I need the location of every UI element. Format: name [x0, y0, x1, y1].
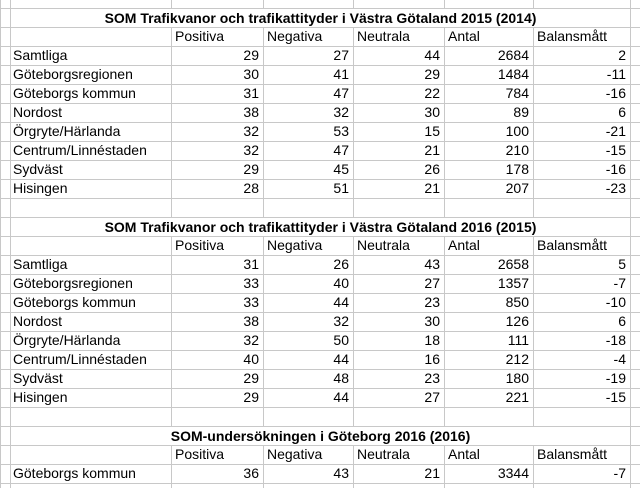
row-label[interactable]: Hisingen	[13, 180, 68, 196]
cell-neutrala[interactable]: 18	[424, 332, 440, 348]
cell-negativa[interactable]: 51	[333, 180, 349, 196]
cell-neutrala[interactable]: 23	[424, 294, 440, 310]
cell-negativa[interactable]: 43	[333, 465, 349, 481]
table-row	[0, 388, 640, 407]
cell-balansmatt[interactable]: -4	[613, 351, 626, 367]
cell-neutrala[interactable]: 44	[424, 47, 440, 63]
cell-negativa[interactable]: 44	[333, 351, 349, 367]
table-row	[0, 46, 640, 65]
column-header-negativa[interactable]: Negativa	[267, 28, 323, 44]
table-row	[0, 274, 640, 293]
row-label[interactable]: Centrum/Linnéstaden	[13, 142, 147, 158]
table-row	[0, 331, 640, 350]
cell-positiva[interactable]: 29	[243, 47, 259, 63]
cell-neutrala[interactable]: 21	[424, 465, 440, 481]
column-header-neutrala[interactable]: Neutrala	[357, 237, 410, 253]
cell-antal[interactable]: 89	[513, 104, 529, 120]
cell-positiva[interactable]: 31	[243, 256, 259, 272]
table-row	[0, 179, 640, 198]
cell-neutrala[interactable]: 21	[424, 180, 440, 196]
cell-positiva[interactable]: 32	[243, 142, 259, 158]
cell-positiva[interactable]: 36	[243, 465, 259, 481]
header-row	[0, 27, 640, 46]
column-header-neutrala[interactable]: Neutrala	[357, 28, 410, 44]
table-title[interactable]: SOM Trafikvanor och trafikattityder i Västra Götaland 2016 (2015)	[11, 218, 630, 236]
row-label[interactable]: Hisingen	[13, 389, 68, 405]
table-row	[0, 141, 640, 160]
cell-neutrala[interactable]: 23	[424, 370, 440, 386]
cell-antal[interactable]: 3344	[497, 465, 529, 481]
cell-neutrala[interactable]: 29	[424, 66, 440, 82]
cell-antal[interactable]: 111	[507, 332, 529, 348]
cell-balansmatt[interactable]: -10	[605, 294, 626, 310]
row-label[interactable]: Göteborgs kommun	[13, 465, 136, 481]
row-label[interactable]: Samtliga	[13, 47, 68, 63]
column-header-antal[interactable]: Antal	[448, 446, 480, 462]
row-label[interactable]: Göteborgs kommun	[13, 85, 136, 101]
table-row	[0, 369, 640, 388]
cell-neutrala[interactable]: 21	[424, 142, 440, 158]
table-row	[0, 84, 640, 103]
row-label[interactable]: Sydväst	[13, 370, 63, 386]
cell-neutrala[interactable]: 27	[424, 275, 440, 291]
cell-neutrala[interactable]: 30	[424, 104, 440, 120]
cell-balansmatt[interactable]: -7	[613, 275, 626, 291]
cell-negativa[interactable]: 26	[333, 256, 349, 272]
cell-balansmatt[interactable]: 2	[618, 47, 626, 63]
table-row	[0, 350, 640, 369]
cell-balansmatt[interactable]: -15	[605, 389, 626, 405]
cell-negativa[interactable]: 32	[333, 104, 349, 120]
cell-positiva[interactable]: 31	[243, 85, 259, 101]
cell-balansmatt[interactable]: 6	[618, 313, 626, 329]
column-header-balansmatt[interactable]: Balansmått	[537, 28, 608, 44]
cell-negativa[interactable]: 41	[333, 66, 349, 82]
cell-positiva[interactable]: 29	[243, 370, 259, 386]
table-row	[0, 293, 640, 312]
column-header-negativa[interactable]: Negativa	[267, 446, 323, 462]
column-header-balansmatt[interactable]: Balansmått	[537, 237, 608, 253]
cell-antal[interactable]: 100	[505, 123, 529, 139]
row-label[interactable]: Nordost	[13, 313, 63, 329]
cell-negativa[interactable]: 32	[333, 313, 349, 329]
cell-balansmatt[interactable]: 5	[618, 256, 626, 272]
cell-antal[interactable]: 180	[505, 370, 529, 386]
cell-positiva[interactable]: 32	[243, 123, 259, 139]
cell-negativa[interactable]: 44	[333, 389, 349, 405]
column-header-antal[interactable]: Antal	[448, 28, 480, 44]
table-row	[0, 65, 640, 84]
cell-positiva[interactable]: 30	[243, 66, 259, 82]
cell-balansmatt[interactable]: -11	[606, 66, 626, 82]
cell-negativa[interactable]: 53	[333, 123, 349, 139]
table-row	[0, 255, 640, 274]
cell-negativa[interactable]: 45	[333, 161, 349, 177]
row-label[interactable]: Göteborgsregionen	[13, 66, 133, 82]
cell-positiva[interactable]: 29	[243, 389, 259, 405]
cell-negativa[interactable]: 48	[333, 370, 349, 386]
row-label[interactable]: Örgryte/Härlanda	[13, 332, 121, 348]
cell-balansmatt[interactable]: -15	[605, 142, 626, 158]
cell-balansmatt[interactable]: -18	[605, 332, 626, 348]
cell-antal[interactable]: 210	[505, 142, 529, 158]
row-label[interactable]: Göteborgsregionen	[13, 275, 133, 291]
cell-balansmatt[interactable]: -16	[605, 161, 626, 177]
cell-balansmatt[interactable]: -21	[605, 123, 626, 139]
column-header-positiva[interactable]: Positiva	[175, 237, 225, 253]
table-title[interactable]: SOM-undersökningen i Göteborg 2016 (2016)	[11, 427, 630, 445]
cell-negativa[interactable]: 27	[333, 47, 349, 63]
cell-balansmatt[interactable]: -7	[613, 465, 626, 481]
cell-balansmatt[interactable]: 6	[618, 104, 626, 120]
row-label[interactable]: Sydväst	[13, 161, 63, 177]
cell-neutrala[interactable]: 26	[424, 161, 440, 177]
table-row	[0, 122, 640, 141]
cell-balansmatt[interactable]: -19	[605, 370, 626, 386]
row-label[interactable]: Centrum/Linnéstaden	[13, 351, 147, 367]
row-label[interactable]: Göteborgs kommun	[13, 294, 136, 310]
cell-antal[interactable]: 2658	[497, 256, 529, 272]
cell-positiva[interactable]: 40	[243, 351, 259, 367]
cell-antal[interactable]: 2684	[497, 47, 529, 63]
cell-balansmatt[interactable]: -16	[605, 85, 626, 101]
row-label[interactable]: Nordost	[13, 104, 63, 120]
column-header-neutrala[interactable]: Neutrala	[357, 446, 410, 462]
cell-positiva[interactable]: 29	[243, 161, 259, 177]
cell-antal[interactable]: 221	[505, 389, 529, 405]
cell-antal[interactable]: 207	[505, 180, 529, 196]
cell-negativa[interactable]: 47	[333, 142, 349, 158]
table-row	[0, 160, 640, 179]
cell-negativa[interactable]: 47	[333, 85, 349, 101]
cell-positiva[interactable]: 38	[243, 104, 259, 120]
cell-antal[interactable]: 1484	[497, 66, 529, 82]
cell-neutrala[interactable]: 15	[424, 123, 440, 139]
cell-neutrala[interactable]: 27	[424, 389, 440, 405]
cell-positiva[interactable]: 28	[243, 180, 259, 196]
cell-antal[interactable]: 850	[505, 294, 529, 310]
cell-neutrala[interactable]: 16	[424, 351, 440, 367]
table-row	[0, 464, 640, 483]
cell-positiva[interactable]: 38	[243, 313, 259, 329]
table-row	[0, 312, 640, 331]
cell-neutrala[interactable]: 30	[424, 313, 440, 329]
column-header-antal[interactable]: Antal	[448, 237, 480, 253]
cell-positiva[interactable]: 33	[243, 275, 259, 291]
cell-neutrala[interactable]: 43	[424, 256, 440, 272]
cell-positiva[interactable]: 32	[243, 332, 259, 348]
column-header-negativa[interactable]: Negativa	[267, 237, 323, 253]
cell-negativa[interactable]: 44	[333, 294, 349, 310]
header-row	[0, 236, 640, 255]
cell-neutrala[interactable]: 22	[424, 85, 440, 101]
column-header-balansmatt[interactable]: Balansmått	[537, 446, 608, 462]
cell-antal[interactable]: 178	[505, 161, 529, 177]
column-header-positiva[interactable]: Positiva	[175, 28, 225, 44]
cell-positiva[interactable]: 33	[243, 294, 259, 310]
cell-antal[interactable]: 1357	[497, 275, 529, 291]
cell-negativa[interactable]: 40	[333, 275, 349, 291]
cell-antal[interactable]: 784	[505, 85, 529, 101]
cell-balansmatt[interactable]: -23	[605, 180, 626, 196]
table-title[interactable]: SOM Trafikvanor och trafikattityder i Västra Götaland 2015 (2014)	[11, 9, 630, 27]
header-row	[0, 445, 640, 464]
column-header-positiva[interactable]: Positiva	[175, 446, 225, 462]
row-label[interactable]: Samtliga	[13, 256, 68, 272]
cell-antal[interactable]: 212	[505, 351, 529, 367]
table-row	[0, 103, 640, 122]
row-label[interactable]: Örgryte/Härlanda	[13, 123, 121, 139]
cell-antal[interactable]: 126	[505, 313, 529, 329]
cell-negativa[interactable]: 50	[333, 332, 349, 348]
